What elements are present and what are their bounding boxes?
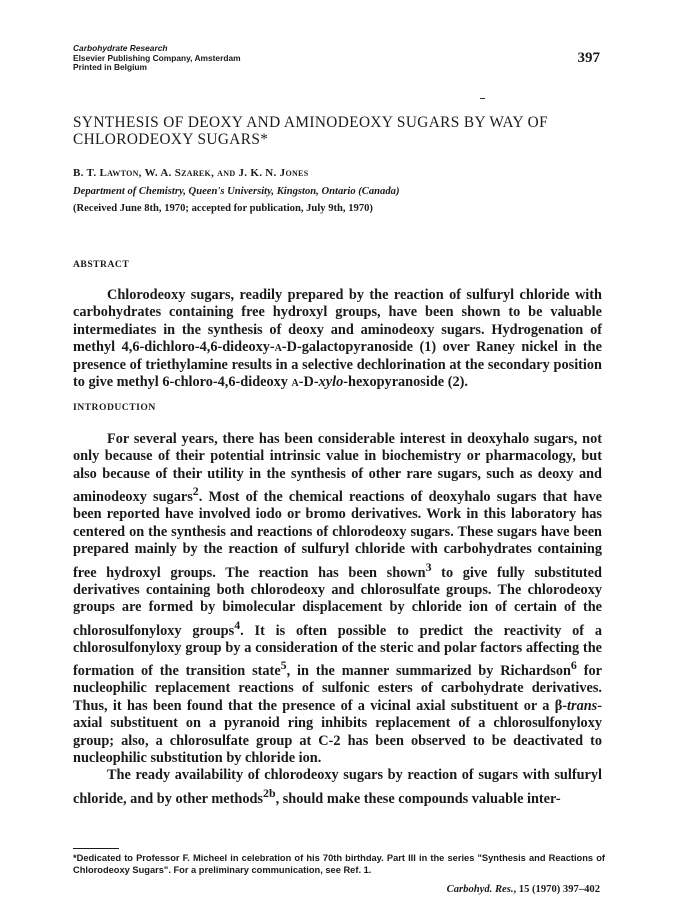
text-run: For several years, there has been considerable interest in deoxyhalo sugars, not only because of their potential intrinsic value in biochemistry or pharmacology, but also because of their utility in the synthesis of other rare sugars, such as deoxy and aminodeoxy sugars [73, 431, 602, 505]
ref-4: 4 [234, 617, 241, 632]
abstract-part: over Raney nickel in the presence of triethylamine results in a selective dechlorination at the secondary position to give methyl 6-chloro-4,6-dideoxy [73, 339, 602, 391]
authors: B. T. Lawton, W. A. Szarek, and J. K. N. Jones [73, 167, 309, 179]
introduction-text [73, 431, 602, 808]
abstract-italic: xylo [318, 374, 344, 391]
text-run: , in the manner summarized by Richardson [286, 662, 571, 679]
abstract-heading: ABSTRACT [73, 259, 130, 270]
abstract-part: . [464, 374, 468, 391]
intro-paragraph-1 [73, 431, 602, 767]
text-run: , should make these compounds valuable inter- [275, 790, 561, 807]
received-dates: (Received June 8th, 1970; accepted for publication, July 9th, 1970) [73, 203, 373, 214]
intro-paragraph-2 [73, 767, 602, 808]
trans-italic: trans [567, 697, 598, 714]
affiliation: Department of Chemistry, Queen's University, Kingston, Ontario (Canada) [73, 186, 400, 197]
abstract-text [73, 287, 602, 391]
publisher: Elsevier Publishing Company, Amsterdam [73, 52, 241, 63]
ref-6: 6 [570, 658, 577, 673]
margin-tick-mark [480, 98, 485, 99]
text-run: . Most of the chemical reactions of deoxyhalo sugars that have been reported have involved iodo or bromo derivatives. Work in this laboratory has centered on the synthesis and reactions of chlorodeoxy sugars. These sugars have been prepared mainly by the reaction of sulfuryl chloride with carbohydrates containing free hydroxyl groups. The reaction has been shown [73, 488, 603, 581]
text-run: . It is often possible to predict the reactivity of a chlorosulfonyloxy group by a consideration of the steric and polar factors affecting the formation of the transition state [73, 622, 602, 679]
article-title: SYNTHESIS OF DEOXY AND AMINODEOXY SUGARS BY WAY OF CHLORODEOXY SUGARS* [73, 114, 548, 148]
beta-symbol: β- [554, 697, 568, 714]
text-run: for nucleophilic replacement reactions of sulfonic esters of carbohydrate derivatives. Thus, it has been found that the presence of a vicinal axial substituent or a [73, 662, 602, 714]
introduction-heading: INTRODUCTION [73, 402, 156, 413]
abstract-config: α-D [274, 339, 297, 356]
text-run: to give fully substituted derivatives containing both chlorodeoxy and chlorosulfate groups. The chlorodeoxy groups are formed by bimolecular displacement by chloride ion of certain of the chlorosulfonyloxy groups [73, 564, 602, 639]
citation-journal: Carbohyd. Res. [446, 884, 514, 895]
footnote-rule [73, 848, 119, 849]
printed-in: Printed in Belgium [73, 62, 147, 73]
journal-name: Carbohydrate Research [73, 43, 168, 53]
footnote: *Dedicated to Professor F. Micheel in celebration of his 70th birthday. Part III in the series "Synthesis and Reactions of Chlorodeoxy Sugars". For a preliminary communication, see Ref. 1. [73, 853, 605, 875]
ref-3: 3 [425, 559, 432, 574]
compound-1: (1) [419, 339, 437, 356]
citation-details: , 15 (1970) 397–402 [513, 884, 600, 895]
abstract-part: Chlorodeoxy sugars, readily prepared by the reaction of sulfuryl chloride with carbohydrates containing free hydroxyl groups, have been shown to be valuable intermediates in the synthesis of deoxy and aminodeoxy sugars. Hydrogenation of methyl 4,6-dichloro-4,6-dideoxy- [73, 287, 602, 356]
ref-2: 2 [192, 484, 199, 499]
compound-2: (2) [447, 374, 465, 391]
masthead [73, 44, 241, 73]
ref-2b: 2b [262, 785, 276, 800]
abstract-part: -galactopyranoside [296, 339, 420, 356]
abstract-part: -hexopyranoside [343, 374, 448, 391]
text-run: The ready availability of chlorodeoxy sugars by reaction of sugars with sulfuryl chloride, and by other methods [73, 767, 602, 807]
page-number: 397 [577, 50, 600, 66]
abstract-config: α-D- [291, 374, 319, 391]
ref-5: 5 [280, 658, 287, 673]
text-run: -axial substituent on a pyranoid ring inhibits replacement of a chlorosulfonyloxy group; also, a chlorosulfate group at C-2 has been observed to be deactivated to nucleophilic substitution by chloride ion. [73, 697, 602, 766]
citation [447, 884, 600, 895]
